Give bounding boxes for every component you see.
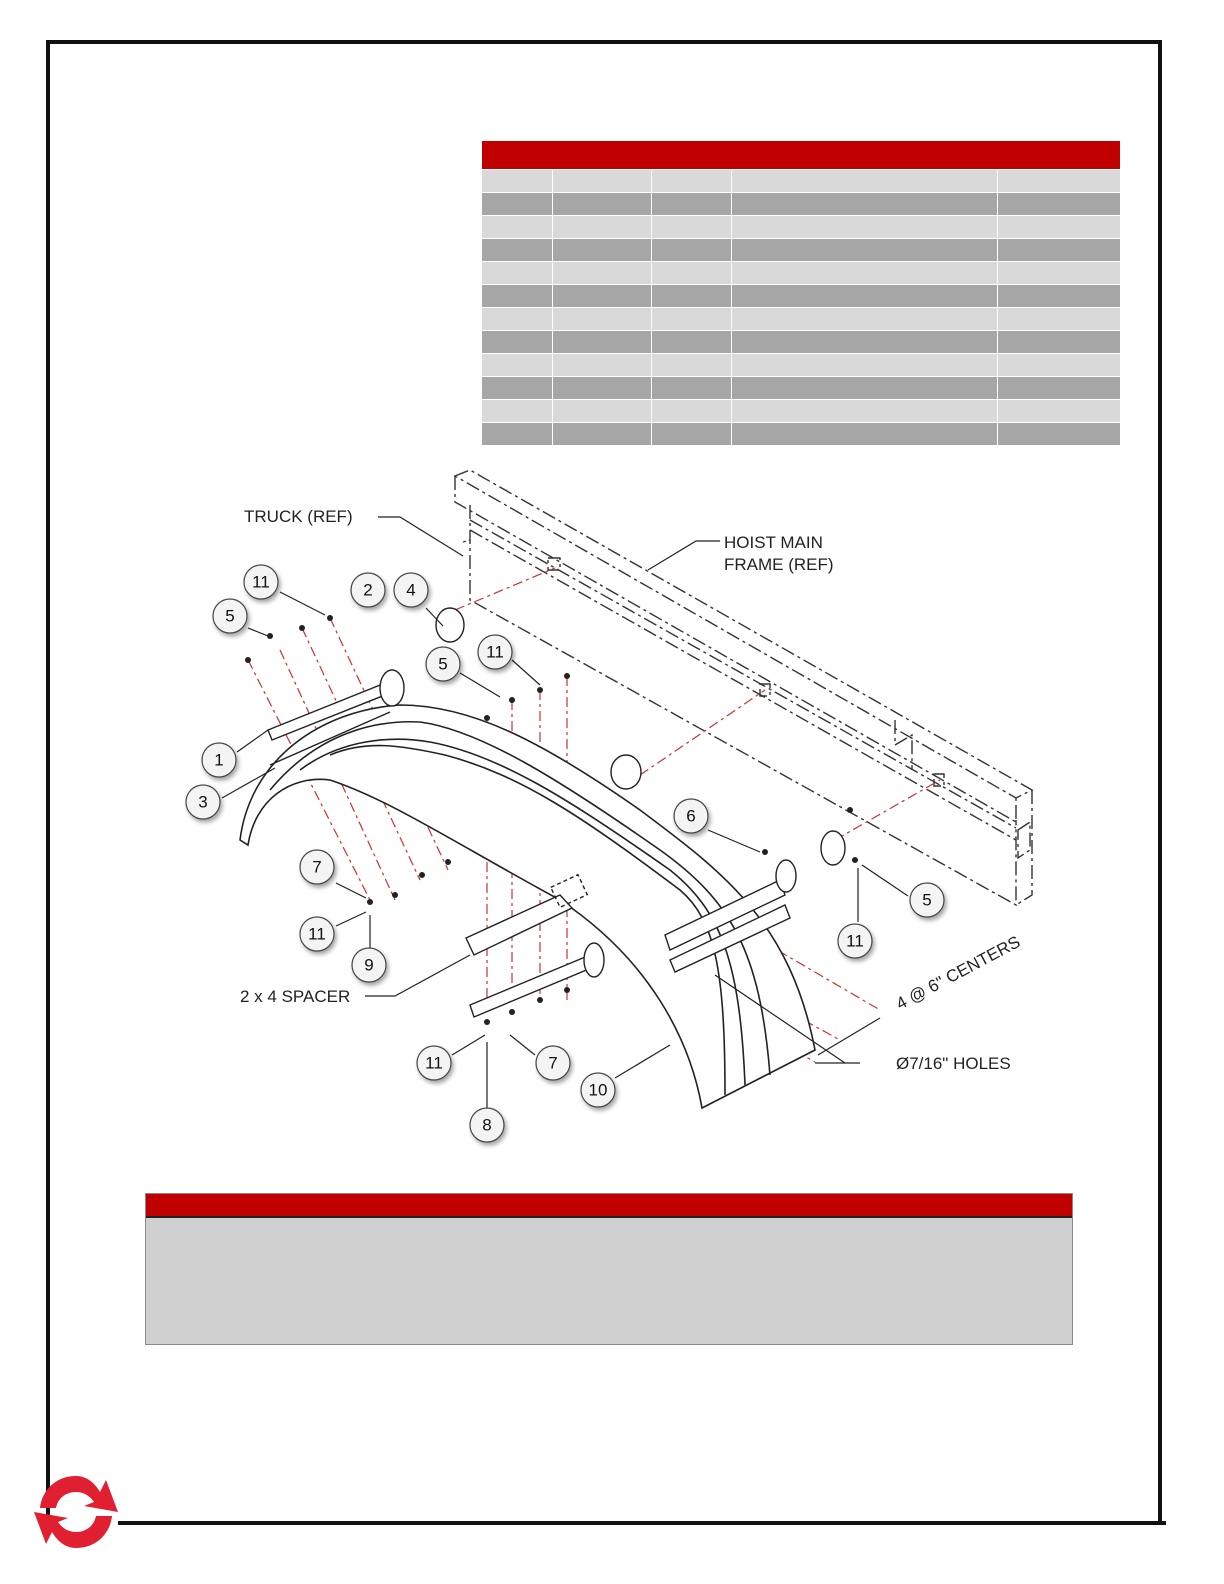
item-balloon-number: 10: [588, 1080, 608, 1100]
item-balloon-number: 7: [312, 857, 322, 877]
item-balloon: [417, 1046, 451, 1080]
item-balloon-number: 11: [252, 572, 270, 592]
item-balloon: [478, 635, 512, 669]
item-balloon-number: 9: [364, 955, 374, 975]
holes-label: Ø7/16" HOLES: [896, 1054, 1011, 1073]
item-balloon: [300, 917, 334, 951]
item-balloon-number: 5: [438, 654, 448, 674]
item-balloon: [300, 850, 334, 884]
item-balloon-number: 2: [363, 580, 373, 600]
item-balloon: [470, 1108, 504, 1142]
notes-header: [146, 1194, 1072, 1218]
truck-ref-label: TRUCK (REF): [244, 507, 353, 526]
item-balloon-number: 6: [686, 806, 696, 826]
item-balloon-number: 8: [482, 1115, 492, 1135]
item-balloon-number: 11: [486, 642, 504, 662]
hoist-frame-label-line1: HOIST MAIN: [724, 533, 823, 552]
item-balloon-number: 5: [225, 606, 235, 626]
item-balloon: [838, 924, 872, 958]
item-balloon: [244, 565, 278, 599]
item-balloon-number: 11: [425, 1053, 443, 1073]
item-balloon: [536, 1046, 570, 1080]
item-balloon: [910, 883, 944, 917]
item-balloon-number: 5: [922, 890, 932, 910]
item-balloon-number: 7: [548, 1053, 558, 1073]
item-balloon-number: 4: [406, 580, 416, 600]
centers-label: 4 @ 6" CENTERS: [892, 932, 1024, 1014]
hoist-frame-label-line2: FRAME (REF): [724, 555, 834, 574]
item-balloon-number: 3: [198, 792, 208, 812]
item-balloon: [186, 785, 220, 819]
item-balloon-number: 11: [308, 924, 326, 944]
item-balloon: [426, 647, 460, 681]
brand-logo-icon: [28, 1466, 124, 1558]
item-balloon-number: 11: [846, 931, 864, 951]
item-balloon: [581, 1073, 615, 1107]
item-balloon-number: 1: [214, 750, 224, 770]
item-balloon: [394, 573, 428, 607]
item-balloon: [202, 743, 236, 777]
item-balloon: [213, 599, 247, 633]
spacer-label: 2 x 4 SPACER: [240, 987, 351, 1006]
item-balloon: [674, 799, 708, 833]
item-balloon: [352, 948, 386, 982]
notes-panel: [145, 1193, 1073, 1345]
item-balloon: [351, 573, 385, 607]
